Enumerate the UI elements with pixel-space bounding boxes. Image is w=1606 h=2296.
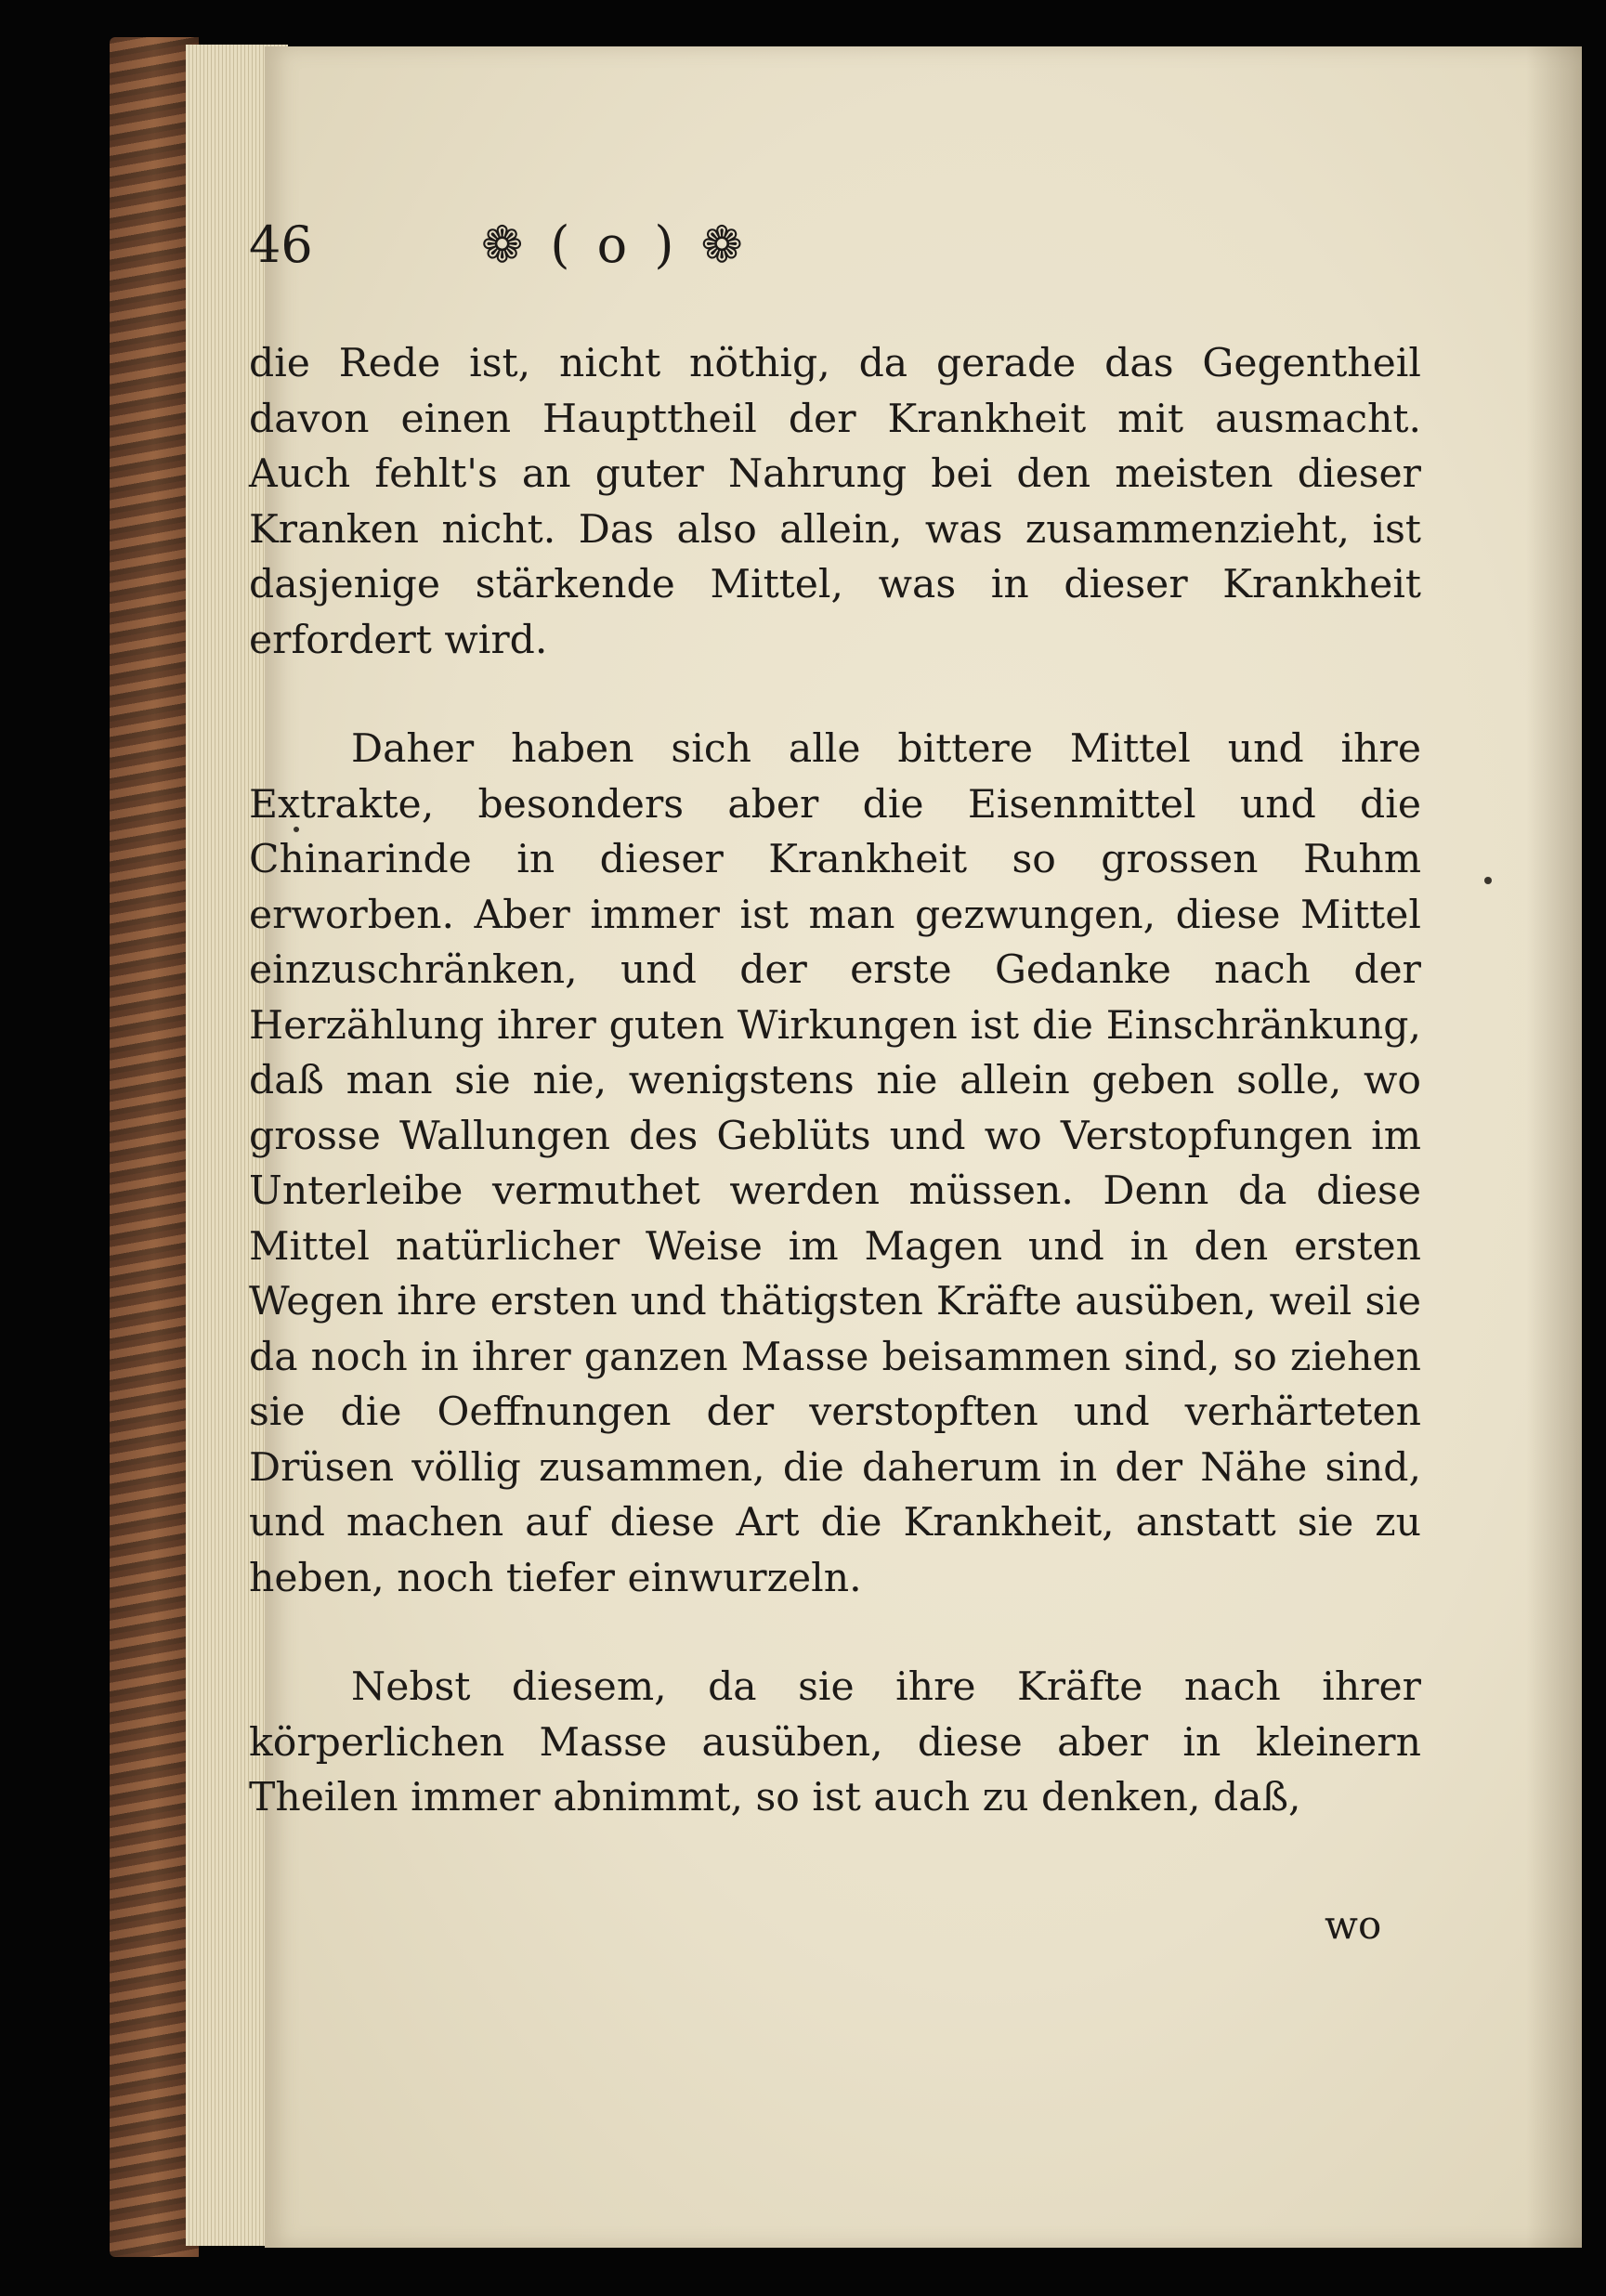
ink-speck bbox=[1484, 877, 1492, 884]
body-text bbox=[249, 336, 1421, 1826]
running-head: ❁ ( o ) ❁ bbox=[481, 215, 749, 274]
paragraph-2: Daher haben sich alle bittere Mittel und ihre Extrakte, besonders aber die Eisenmittel und die Chinarinde in dieser Krankheit so grossen Ruhm erworben. Aber immer ist man gezwungen, diese Mittel einzuschränken, und der erste Gedanke nach der Herzählung ihrer guten Wirkungen ist die Einschränkung, daß man sie nie, wenigstens nie allein geben solle, wo grosse Wallungen des Geblüts und wo Verstopfungen im Unterleibe vermuthet werden müssen. Denn da diese Mittel natürlicher Weise im Magen und in den ersten Wegen ihre ersten und thätigsten Kräfte ausüben, weil sie da noch in ihrer ganzen Masse beisammen sind, so ziehen sie die Oeffnungen der verstopften und verhärteten Drüsen völlig zusammen, die daherum in der Nähe sind, und machen auf diese Art die Krankheit, anstatt sie zu heben, noch tiefer einwurzeln. bbox=[249, 726, 1421, 1601]
page-gutter bbox=[1526, 46, 1582, 2248]
page-header bbox=[249, 215, 1113, 299]
paragraph-1: die Rede ist, nicht nöthig, da gerade das Gegentheil davon einen Haupttheil der Krankheit mit ausmacht. Auch fehlt's an guter Nahrung bei den meisten dieser Kranken nicht. Das also allein, was zusammenzieht, ist dasjenige stärkende Mittel, was in dieser Krankheit erfordert wird. bbox=[249, 341, 1421, 663]
page-number: 46 bbox=[249, 215, 313, 274]
ink-speck bbox=[294, 827, 299, 832]
catchword: wo bbox=[1325, 1902, 1382, 1948]
paragraph-3: Nebst diesem, da sie ihre Kräfte nach ihrer körperlichen Masse ausüben, diese aber in kleinern Theilen immer abnimmt, so ist auch zu denken, daß, bbox=[249, 1664, 1421, 1820]
